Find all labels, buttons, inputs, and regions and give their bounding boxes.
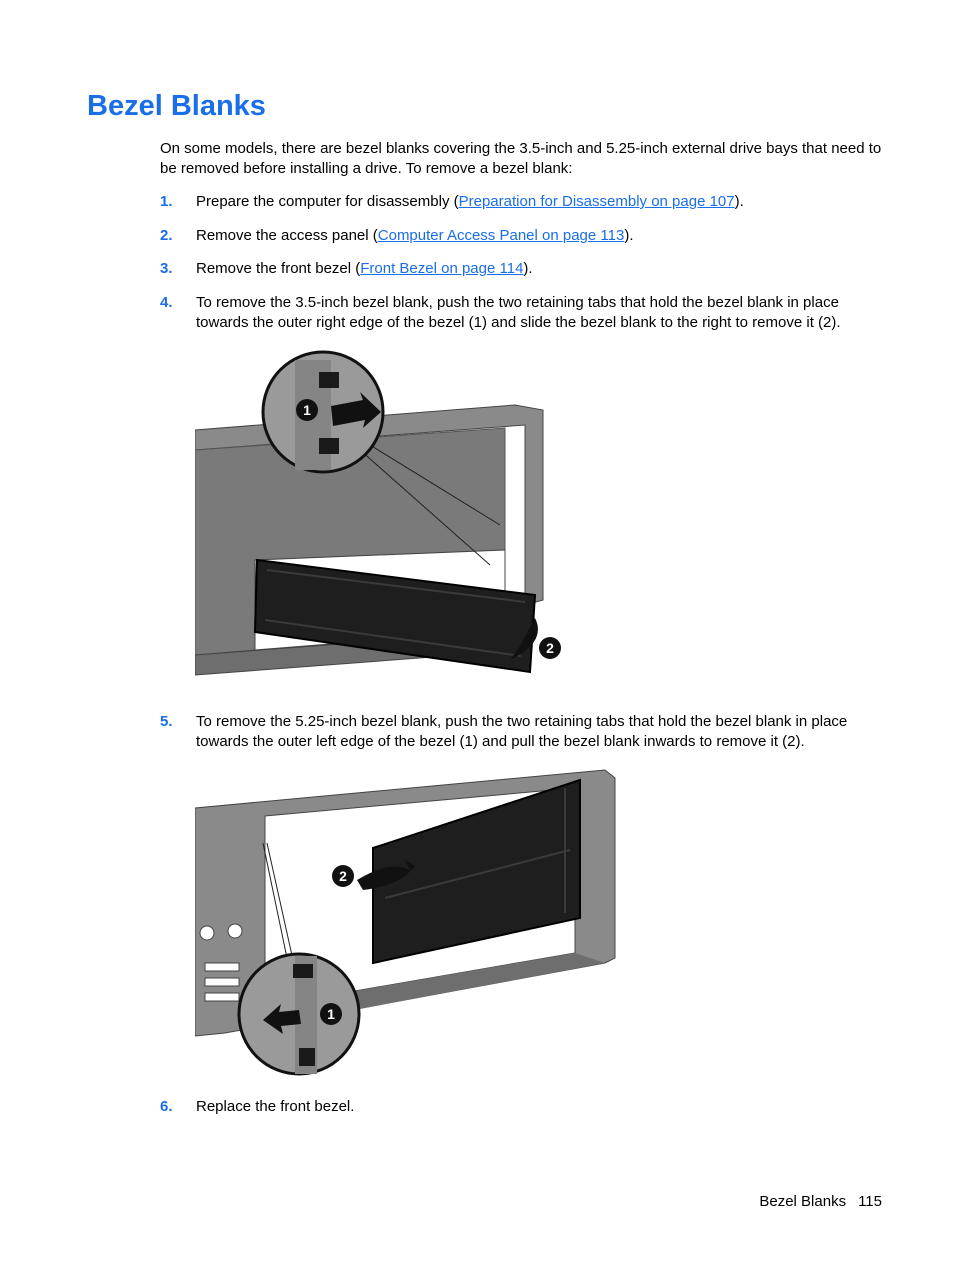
step-text: Remove the access panel (Computer Access Panel on page 113). <box>196 227 634 244</box>
intro-paragraph: On some models, there are bezel blanks covering the 3.5-inch and 5.25-inch external drive bays that need to be removed before installing a drive. To remove a bezel blank: <box>160 140 882 177</box>
link-front-bezel[interactable]: Front Bezel on page 114 <box>360 260 524 277</box>
bezel-slot <box>205 993 239 1001</box>
step-number: 2. <box>160 227 173 244</box>
step-number: 1. <box>160 193 173 210</box>
figure-5-25-inch-bezel-blank <box>195 768 625 1078</box>
bezel-slot <box>205 978 239 986</box>
callout-1-label: 1 <box>327 1006 335 1022</box>
step-text: To remove the 5.25-inch bezel blank, push the two retaining tabs that hold the bezel blank in place towards the outer left edge of the bezel (1) and pull the bezel blank inwards to remove it (2). <box>196 713 848 750</box>
step-text: To remove the 3.5-inch bezel blank, push the two retaining tabs that hold the bezel blank in place towards the outer right edge of the bezel (1) and slide the bezel blank to the right to remove it (2). <box>196 294 841 331</box>
retaining-tab-bottom <box>299 1048 315 1066</box>
footer-page-number: 115 <box>858 1193 882 1210</box>
retaining-tab-top <box>293 964 313 978</box>
step-number: 5. <box>160 713 173 730</box>
link-preparation-for-disassembly[interactable]: Preparation for Disassembly on page 107 <box>458 193 735 210</box>
callout-2-label: 2 <box>339 868 347 884</box>
callout-2-label: 2 <box>546 640 554 656</box>
step-number: 4. <box>160 294 173 311</box>
callout-1-label: 1 <box>303 402 311 418</box>
step-text: Remove the front bezel (Front Bezel on page 114). <box>196 260 533 277</box>
step-text: Replace the front bezel. <box>196 1098 355 1115</box>
figure-3-5-inch-bezel-blank <box>195 350 575 680</box>
step-number: 3. <box>160 260 173 277</box>
link-computer-access-panel[interactable]: Computer Access Panel on page 113 <box>377 227 625 244</box>
bezel-slot <box>205 963 239 971</box>
retaining-tab-bottom <box>319 438 339 454</box>
bezel-hole <box>200 926 214 940</box>
page-footer <box>759 1193 882 1210</box>
bezel-hole <box>228 924 242 938</box>
page-title: Bezel Blanks <box>87 90 266 122</box>
step-text: Prepare the computer for disassembly (Preparation for Disassembly on page 107). <box>196 193 744 210</box>
retaining-tab-top <box>319 372 339 388</box>
step-number: 6. <box>160 1098 173 1115</box>
footer-section-title: Bezel Blanks <box>759 1193 847 1210</box>
